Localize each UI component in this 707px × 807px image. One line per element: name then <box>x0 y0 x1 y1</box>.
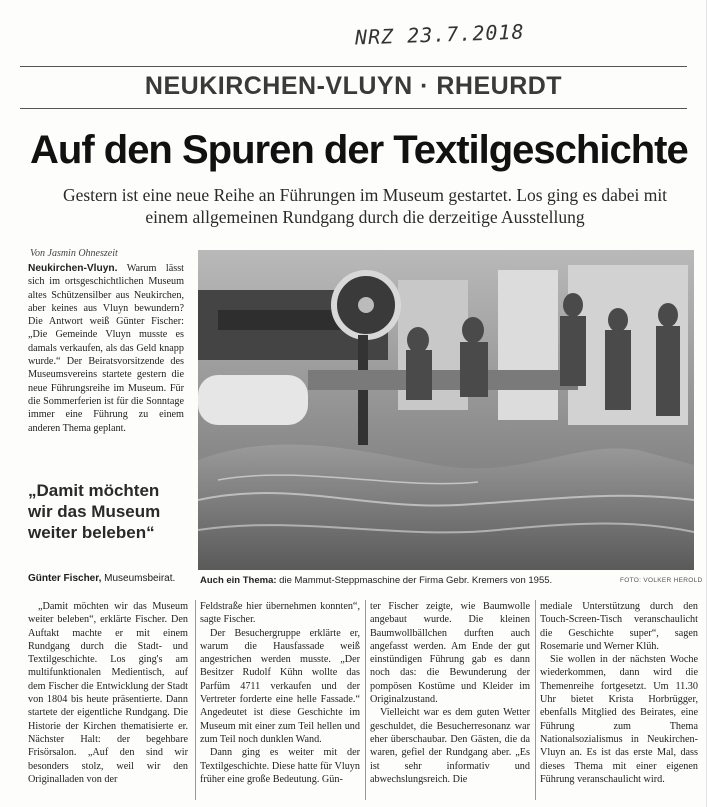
photo-steppmaschine <box>198 250 694 570</box>
paragraph: Feldstraße hier übernehmen konnten“, sagte Fischer. <box>200 601 360 626</box>
paragraph: mediale Unterstützung durch den Touch-Screen-Tisch veranschaulicht die Geschichte super“, sagen Rosemarie und Werner Klüh. <box>540 601 698 652</box>
paragraph: „Damit möchten wir das Museum weiter beleben“, erklärte Fischer. Den Auftakt machte er mit einem Rundgang durch die Stadt- und Textilgeschichte. Los ging's am multifunktionalen Medientisch, auf dem Fischer die Entwicklung der Stadt von 1804 bis heute präsentierte. Dann startete der eigentliche Rundgang. Die Historie der Kirchen thematisierte er. Nächster Halt: der begehbare Frisörsalon. „Auf den sind wir besonders stolz, weil wir den Originalladen von der <box>28 601 188 785</box>
paragraph: Vielleicht war es dem guten Wetter geschuldet, die Besucherresonanz war eher überschaubar. Den Gästen, die da waren, gefiel der Rundgang aber. „Es ist sehr informativ und abwechslungsreich. Die <box>370 707 530 785</box>
subheadline: Gestern ist eine neue Reihe an Führungen im Museum gestartet. Los ging es dabei mit einem allgemeinen Rundgang durch die derzeitige Ausstellung <box>62 185 668 227</box>
column-divider <box>195 600 196 800</box>
paragraph: ter Fischer zeigte, wie Baumwolle angebaut wurde. Die kleinen Baumwollbällchen durften auch angefasst werden. Am Ende der gut einstündigen Führung gab es dann noch das: die Bewunderung der pompösen Kostüme und Kleider im Originalzustand. <box>370 601 530 706</box>
handwritten-date-note: NRZ 23.7.2018 <box>354 19 525 50</box>
photo-credit: FOTO: VOLKER HEROLD <box>620 577 703 584</box>
dateline: Neukirchen-Vluyn. <box>28 263 118 274</box>
article-column-3 <box>370 600 530 786</box>
photo-caption: Auch ein Thema: die Mammut-Steppmaschine der Firma Gebr. Kremers von 1955. <box>200 575 553 586</box>
byline: Von Jasmin Ohneszeit <box>30 248 118 259</box>
section-rule-top <box>20 66 687 67</box>
article-column-1 <box>28 600 188 786</box>
photo-illustration <box>198 250 694 570</box>
column-divider <box>365 600 366 800</box>
paragraph: Sie wollen in der nächsten Woche wiederkommen, dann wird die Themenreihe fortgesetzt. Um 11.30 Uhr bietet Krista Horbrügger, ebenfalls Mitglied des Beirates, eine Führung zum Thema Nationalsozialismus in Neukirchen-Vluyn an. Es ist das erste Mal, dass dieses Thema mit einer eigenen Führung veranschaulicht wird. <box>540 654 698 785</box>
pull-quote: „Damit möchten wir das Museum weiter beleben“ <box>28 481 161 542</box>
intro-column <box>28 262 184 435</box>
pull-quote-author: Günter Fischer, Museumsbeirat. <box>28 573 176 584</box>
intro-text: Warum lässt sich im ortsgeschichtlichen Museum altes Schützensilber aus Neukirchen, aber keines aus Vluyn bewundern? Die Antwort weiß Günter Fischer: „Die Gemeinde Vluyn musste es damals verkaufen, als das Geld knapp wurde.“ Der Beiratsvorsitzende des Museumsvereins startete gestern die neue Führungsreihe im Museum. Für die Sommerferien ist für die Sonntage immer eine Führung zu einem anderen Thema geplant. <box>28 263 184 434</box>
article-column-4 <box>540 600 698 786</box>
section-rule-bottom <box>20 108 687 109</box>
section-title: NEUKIRCHEN-VLUYN · RHEURDT <box>144 72 563 100</box>
article-column-2 <box>200 600 360 786</box>
headline: Auf den Spuren der Textilgeschichte <box>30 128 688 172</box>
paragraph: Dann ging es weiter mit der Textilgeschichte. Diese hatte für Vluyn früher eine große Bedeutung. Gün- <box>200 747 360 785</box>
column-divider <box>535 600 536 800</box>
paragraph: Der Besuchergruppe erklärte er, warum die Hausfassade weiß angestrichen werden musste. „Der Besitzer Rudolf Kühn wollte das Parfüm 4711 verkaufen und der Vertreter forderte eine helle Fassade.“ Angedeutet ist diese Geschichte im Museum mit einer zum Teil hellen und zum Teil noch dunklen Wand. <box>200 627 360 745</box>
